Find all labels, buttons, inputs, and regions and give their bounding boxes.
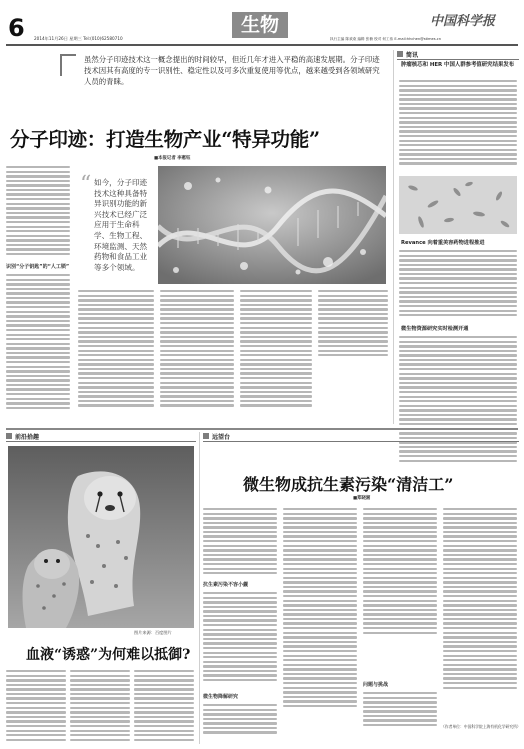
deck: 虽然分子印迹技术这一概念提出的时间较早，但近几年才进入平稳的高速发展期。分子印迹技术因其有高度的专一识别性、稳定性以及可多次重复使用等优点，越来越受到各领域研究人员的青睐。 [84, 55, 380, 86]
paper-logo: 中国科学报 [430, 14, 496, 29]
fun-tag-label: 前沿拾趣 [15, 434, 40, 441]
brief-tag [397, 50, 519, 60]
pull-quote-mark: “ [80, 172, 92, 197]
outlook-body-col1b [203, 592, 277, 681]
outlook-body-col4 [443, 508, 517, 689]
brief-item1-body [399, 80, 517, 165]
lead-body-col1b [6, 274, 70, 409]
brief-item2-body [399, 250, 517, 316]
deck-quote-mark [60, 54, 76, 76]
fun-headline: 血液“诱惑”为何难以抵御? [26, 647, 191, 663]
brief-item2-title: Revance 向着重美容药物进程推进 [401, 240, 485, 246]
brief-item3-title: 微生物资源研究实时检测开通 [401, 326, 469, 332]
lead-body-col5 [318, 290, 388, 356]
cheetah-photo [8, 446, 194, 628]
fun-body-col3 [134, 670, 194, 741]
date-line: 2014年11月26日 星期三 Tel:(010)62580710 [34, 36, 123, 41]
masthead [0, 0, 524, 46]
news-brief-sidebar [397, 50, 519, 426]
pull-quote: 如今，分子印迹技术这种具备特异识别功能的新兴技术已经广泛应用于生命科学、生物工程、环境监测、天然药物和食品工业等多个领域。 [94, 178, 148, 272]
masthead-rule [6, 44, 518, 46]
fun-body-col1 [6, 670, 66, 741]
brief-item1-title: 肿瘤核芯和 HER 中国人群参考值研究结果发布 [401, 62, 515, 68]
fun-tag-box [6, 433, 12, 439]
outlook-headline: 微生物成抗生素污染“清洁工” [243, 475, 454, 494]
outlook-tag [203, 432, 519, 442]
section-tag: 生物 [232, 12, 288, 38]
outlook-subhead3: 问题与挑战 [363, 682, 389, 688]
outlook-tag-box [203, 433, 209, 439]
fun-frontier-section [6, 432, 196, 744]
fun-tag [6, 432, 196, 442]
lead-body-col3 [160, 290, 234, 407]
outlook-subhead2: 微生物降解研究 [203, 694, 239, 700]
outlook-body-col1 [203, 508, 277, 574]
lead-subhead: 识别“分子钥匙”的“人工锁” [6, 264, 70, 270]
outlook-section [203, 432, 519, 744]
credits-line: 执行主编 陈欢欢 编辑 张楠 校对 何工伟 E-mail:hhchen@stimes.cn [330, 37, 441, 41]
lead-article [6, 48, 390, 426]
dna-illustration [158, 166, 386, 284]
outlook-body-col3 [363, 508, 437, 634]
lead-headline: 分子印迹：打造生物产业“特异功能” [10, 128, 320, 151]
lead-body-col1 [6, 166, 70, 255]
brief-tag-label: 简讯 [406, 52, 419, 59]
column-divider [393, 50, 394, 424]
outlook-byline: ■郑晓湘 [353, 496, 371, 501]
lead-body-col2 [78, 290, 154, 407]
page-number: 6 [8, 14, 25, 42]
brief-tag-box [397, 51, 403, 57]
bacteria-photo [399, 176, 517, 234]
outlook-body-col1c [203, 704, 277, 734]
fun-body-col2 [70, 670, 130, 741]
outlook-body-col2 [283, 508, 357, 707]
outlook-tag-label: 远望台 [212, 434, 231, 441]
lead-byline: ■本报记者 李惠钰 [154, 156, 191, 161]
lead-body-col4 [240, 290, 312, 407]
cheetah-photo-caption: 图片来源：百度图片 [134, 630, 172, 635]
outlook-footer-note: （作者单位：中国科学院上海有机化学研究所） [441, 724, 521, 729]
lower-column-divider [199, 432, 200, 744]
section-divider [6, 428, 518, 430]
outlook-body-col3b [363, 692, 437, 726]
outlook-subhead1: 抗生素污染不容小觑 [203, 582, 249, 588]
